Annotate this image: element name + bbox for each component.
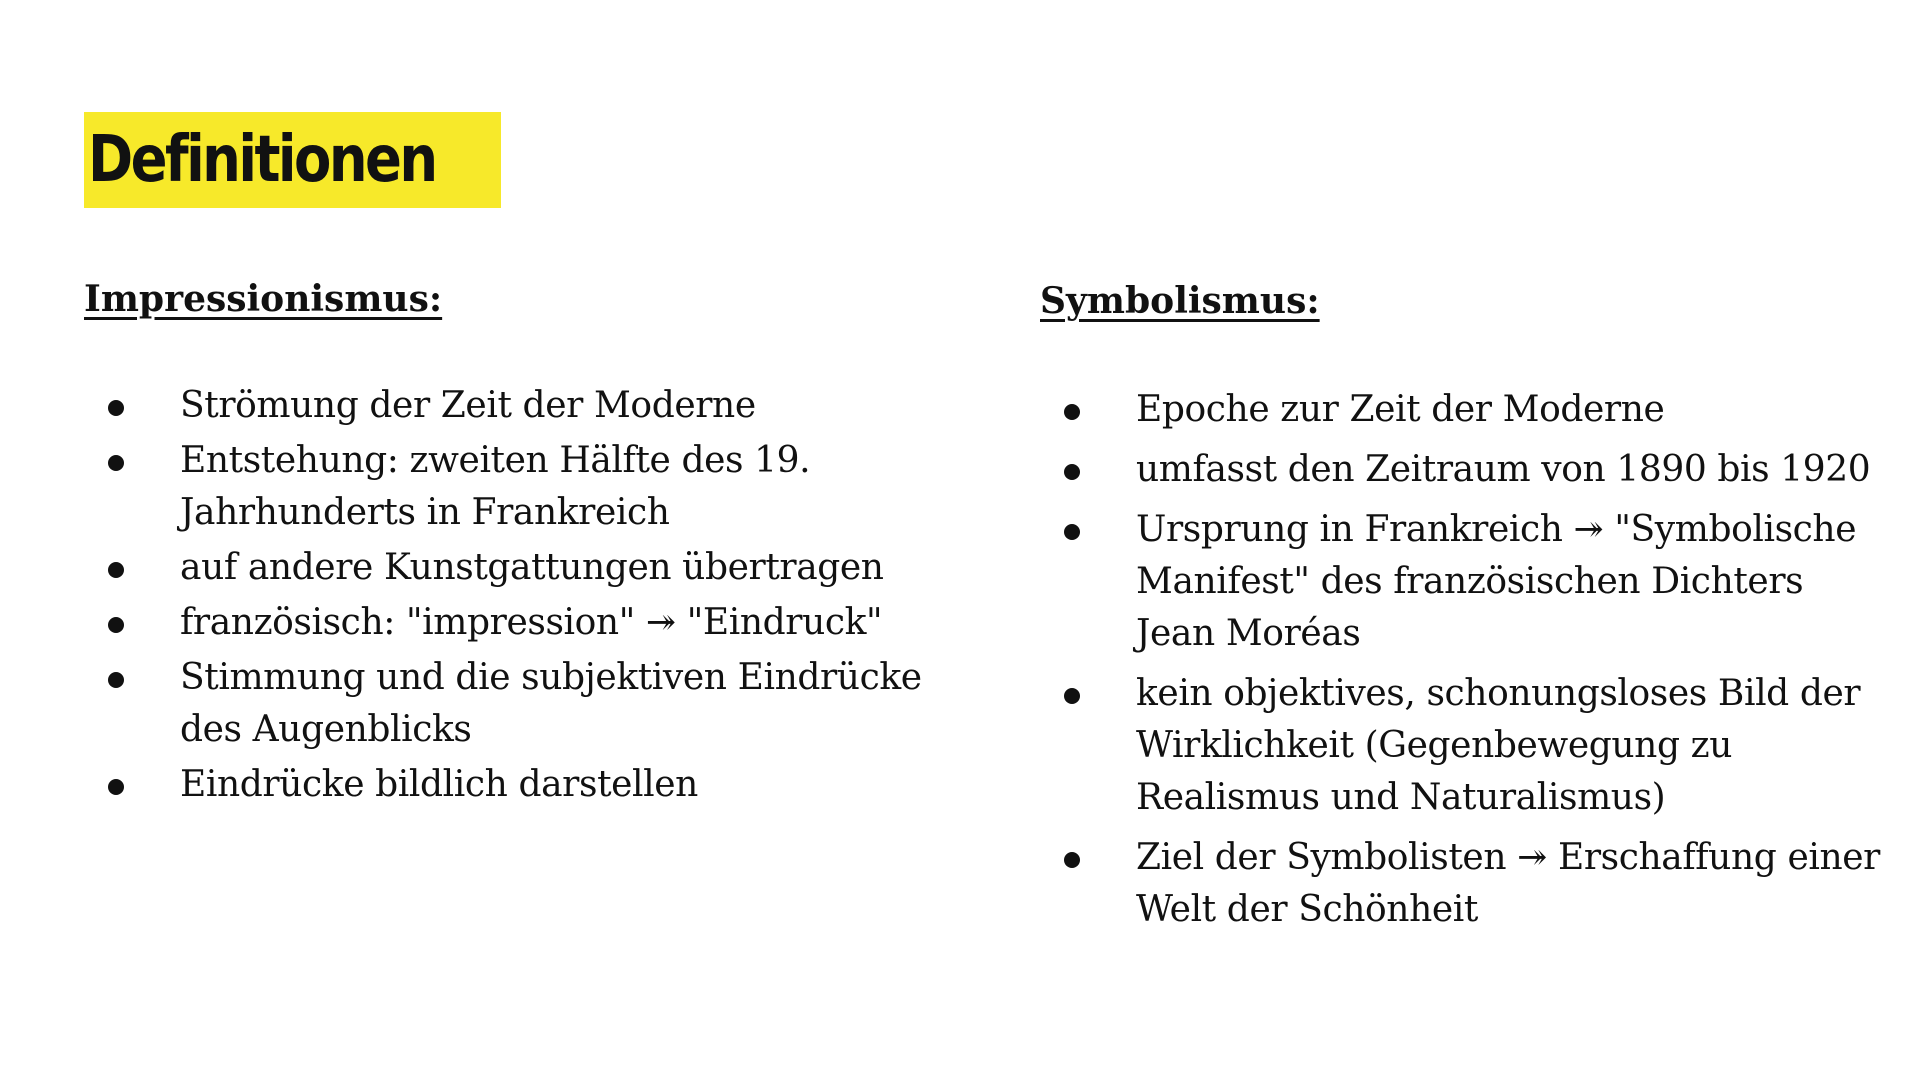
- symbolismus-heading: Symbolismus:: [1040, 280, 1320, 322]
- list-item-text: auf andere Kunstgattungen übertragen: [180, 547, 884, 588]
- list-item-text: Ziel der Symbolisten ↠ Erschaffung einer Welt der Schönheit: [1136, 837, 1880, 930]
- bullet-icon: [1064, 852, 1080, 868]
- bullet-icon: [108, 779, 124, 795]
- title-highlight: [84, 112, 501, 208]
- list-item: [84, 597, 924, 649]
- list-item-text: Strömung der Zeit der Moderne: [180, 385, 756, 426]
- list-item: [84, 759, 924, 811]
- bullet-icon: [1064, 464, 1080, 480]
- bullet-icon: [108, 617, 124, 633]
- bullet-icon: [108, 672, 124, 688]
- bullet-icon: [1064, 524, 1080, 540]
- list-item-text: Ursprung in Frankreich ↠ "Symbolische Manifest" des französischen Dichters Jean Moréas: [1136, 509, 1857, 654]
- list-item: [84, 435, 924, 539]
- list-item: [1040, 668, 1880, 824]
- list-item: [1040, 832, 1880, 936]
- list-item: [1040, 444, 1880, 496]
- list-item: [84, 542, 924, 594]
- impressionismus-heading: Impressionismus:: [84, 278, 443, 320]
- bullet-icon: [108, 455, 124, 471]
- bullet-icon: [1064, 688, 1080, 704]
- symbolismus-list: [1040, 384, 1880, 944]
- impressionismus-list: [84, 380, 924, 814]
- list-item-text: Stimmung und die subjektiven Eindrücke des Augenblicks: [180, 657, 922, 750]
- bullet-icon: [108, 562, 124, 578]
- list-item-text: kein objektives, schonungsloses Bild der Wirklichkeit (Gegenbewegung zu Realismus und Naturalismus): [1136, 673, 1861, 818]
- list-item-text: umfasst den Zeitraum von 1890 bis 1920: [1136, 449, 1871, 490]
- list-item-text: Epoche zur Zeit der Moderne: [1136, 389, 1665, 430]
- bullet-icon: [108, 400, 124, 416]
- bullet-icon: [1064, 404, 1080, 420]
- list-item: [1040, 504, 1880, 660]
- list-item: [84, 652, 924, 756]
- list-item: [84, 380, 924, 432]
- list-item-text: Entstehung: zweiten Hälfte des 19. Jahrhunderts in Frankreich: [180, 440, 811, 533]
- list-item: [1040, 384, 1880, 436]
- list-item-text: Eindrücke bildlich darstellen: [180, 764, 698, 805]
- list-item-text: französisch: "impression" ↠ "Eindruck": [180, 602, 883, 643]
- page-title: Definitionen: [88, 123, 436, 197]
